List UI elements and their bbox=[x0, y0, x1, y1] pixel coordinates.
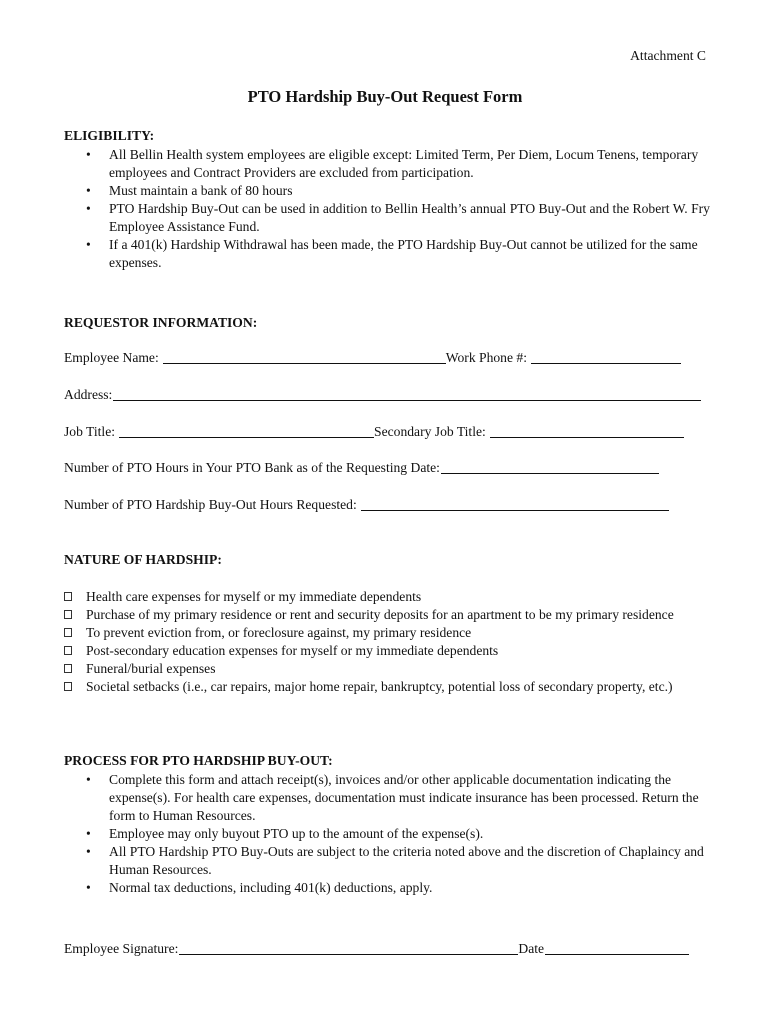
hardship-option-text: Health care expenses for myself or my immediate dependents bbox=[86, 589, 422, 604]
address-field[interactable] bbox=[113, 386, 701, 401]
list-item bbox=[64, 879, 710, 897]
checkbox-icon[interactable] bbox=[64, 664, 72, 673]
hardship-options bbox=[64, 588, 710, 696]
list-item[interactable] bbox=[64, 624, 710, 642]
process-item-text: Normal tax deductions, including 401(k) deductions, apply. bbox=[109, 880, 433, 895]
secondary-job-title-field[interactable] bbox=[490, 423, 684, 438]
requestor-heading: REQUESTOR INFORMATION: bbox=[64, 315, 258, 330]
buyout-hours-label: Number of PTO Hardship Buy-Out Hours Requested: bbox=[64, 497, 357, 512]
bullet-icon: • bbox=[86, 844, 91, 859]
list-item[interactable] bbox=[64, 588, 710, 606]
job-title-field[interactable] bbox=[119, 423, 374, 438]
list-item[interactable] bbox=[64, 642, 710, 660]
bullet-icon: • bbox=[86, 201, 91, 216]
pto-bank-label: Number of PTO Hours in Your PTO Bank as of the Requesting Date: bbox=[64, 460, 440, 475]
list-item bbox=[64, 843, 710, 879]
eligibility-item-text: If a 401(k) Hardship Withdrawal has been made, the PTO Hardship Buy-Out cannot be utilized for the same expenses. bbox=[109, 237, 698, 270]
bullet-icon: • bbox=[86, 826, 91, 841]
employee-name-row bbox=[64, 349, 681, 367]
date-field[interactable] bbox=[545, 940, 689, 955]
hardship-option-text: Societal setbacks (i.e., car repairs, major home repair, bankruptcy, potential loss of secondary property, etc.) bbox=[86, 679, 673, 694]
list-item[interactable] bbox=[64, 606, 710, 624]
buyout-hours-row bbox=[64, 496, 669, 514]
checkbox-icon[interactable] bbox=[64, 682, 72, 691]
date-label: Date bbox=[518, 941, 545, 956]
pto-bank-field[interactable] bbox=[441, 459, 659, 474]
checkbox-icon[interactable] bbox=[64, 646, 72, 655]
eligibility-item-text: Must maintain a bank of 80 hours bbox=[109, 183, 293, 198]
address-row bbox=[64, 386, 701, 404]
buyout-hours-field[interactable] bbox=[361, 496, 669, 511]
bullet-icon: • bbox=[86, 147, 91, 162]
hardship-option-text: To prevent eviction from, or foreclosure against, my primary residence bbox=[86, 625, 472, 640]
bullet-icon: • bbox=[86, 183, 91, 198]
list-item bbox=[64, 200, 710, 236]
signature-label: Employee Signature: bbox=[64, 941, 179, 956]
process-list bbox=[64, 771, 710, 897]
eligibility-list bbox=[64, 146, 710, 272]
hardship-option-text: Post-secondary education expenses for myself or my immediate dependents bbox=[86, 643, 499, 658]
list-item bbox=[64, 771, 710, 825]
checkbox-icon[interactable] bbox=[64, 592, 72, 601]
checkbox-icon[interactable] bbox=[64, 610, 72, 619]
list-item bbox=[64, 825, 710, 843]
address-label: Address: bbox=[64, 387, 113, 402]
list-item bbox=[64, 146, 710, 182]
hardship-heading: NATURE OF HARDSHIP: bbox=[64, 552, 222, 567]
pto-bank-row bbox=[64, 459, 659, 477]
process-item-text: Complete this form and attach receipt(s), invoices and/or other applicable documentation indicating the expense(s). For health care expenses, documentation must indicate insurance has been processed. Return the form to Human Resources. bbox=[109, 772, 699, 823]
hardship-option-text: Purchase of my primary residence or rent and security deposits for an apartment to be my primary residence bbox=[86, 607, 674, 622]
signature-field[interactable] bbox=[179, 940, 518, 955]
hardship-option-text: Funeral/burial expenses bbox=[86, 661, 216, 676]
list-item bbox=[64, 236, 710, 272]
eligibility-item-text: All Bellin Health system employees are eligible except: Limited Term, Per Diem, Locum Tenens, temporary employees and Contract Providers are excluded from participation. bbox=[109, 147, 699, 180]
bullet-icon: • bbox=[86, 237, 91, 252]
eligibility-heading: ELIGIBILITY: bbox=[64, 128, 155, 143]
eligibility-item-text: PTO Hardship Buy-Out can be used in addition to Bellin Health’s annual PTO Buy-Out and the Robert W. Fry Employee Assistance Fund. bbox=[109, 201, 710, 234]
work-phone-field[interactable] bbox=[531, 349, 681, 364]
job-title-row bbox=[64, 423, 684, 441]
list-item[interactable] bbox=[64, 678, 710, 696]
employee-name-field[interactable] bbox=[163, 349, 446, 364]
process-item-text: All PTO Hardship PTO Buy-Outs are subject to the criteria noted above and the discretion of Chaplaincy and Human Resources. bbox=[109, 844, 704, 877]
process-item-text: Employee may only buyout PTO up to the amount of the expense(s). bbox=[109, 826, 484, 841]
page-title: PTO Hardship Buy-Out Request Form bbox=[247, 87, 523, 106]
job-title-label: Job Title: bbox=[64, 424, 116, 439]
process-heading: PROCESS FOR PTO HARDSHIP BUY-OUT: bbox=[64, 753, 333, 768]
bullet-icon: • bbox=[86, 772, 91, 787]
list-item[interactable] bbox=[64, 660, 710, 678]
signature-row bbox=[64, 940, 689, 958]
bullet-icon: • bbox=[86, 880, 91, 895]
checkbox-icon[interactable] bbox=[64, 628, 72, 637]
attachment-label: Attachment C bbox=[630, 48, 706, 63]
secondary-job-title-label: Secondary Job Title: bbox=[374, 424, 486, 439]
work-phone-label: Work Phone #: bbox=[445, 350, 527, 365]
list-item bbox=[64, 182, 710, 200]
employee-name-label: Employee Name: bbox=[64, 350, 159, 365]
